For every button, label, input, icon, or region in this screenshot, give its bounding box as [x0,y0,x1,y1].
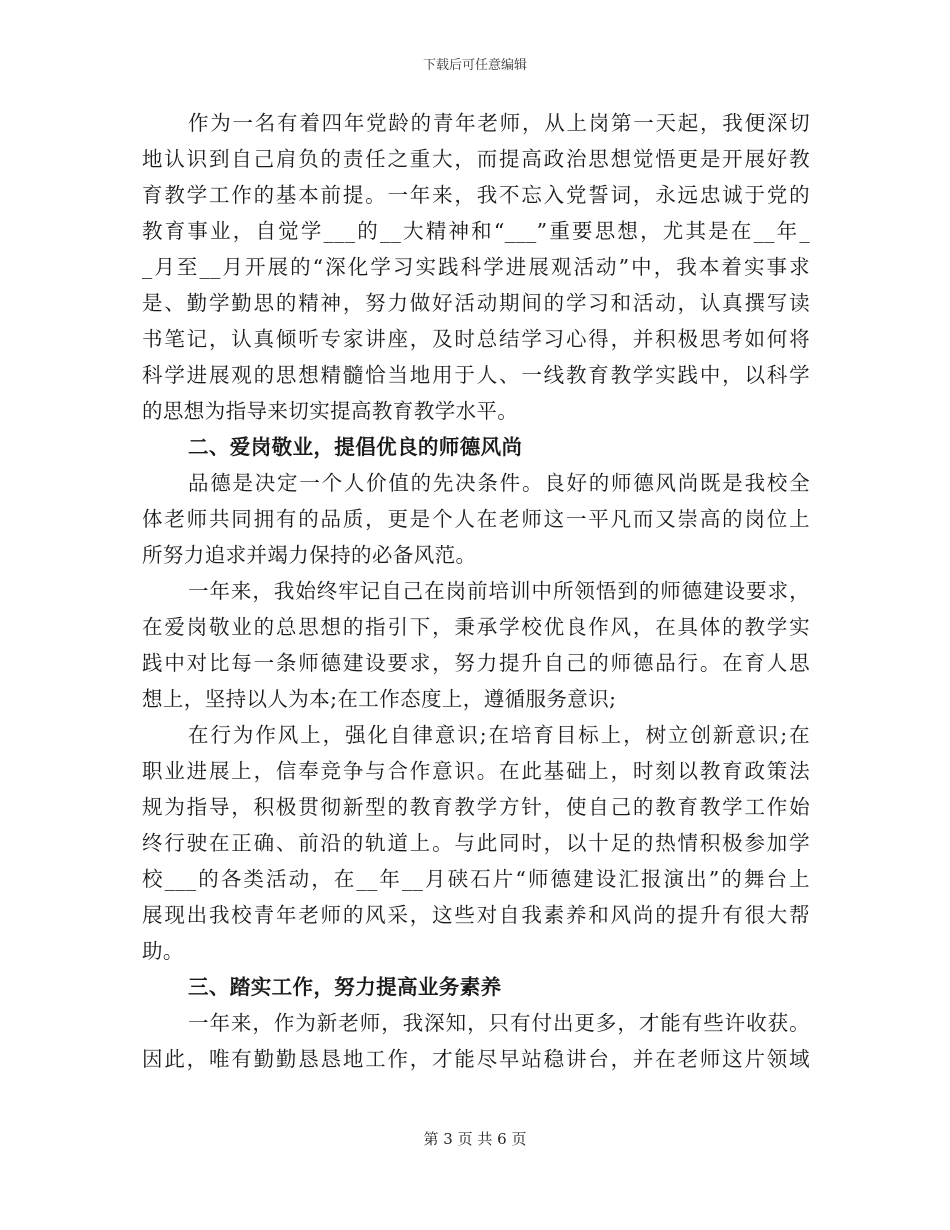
section-heading: 二、爱岗敬业，提倡优良的师德风尚 [188,435,523,459]
text-line: 展现出我校青年老师的风采，这些对自我素养和风尚的提升有很大帮 [142,903,810,927]
text-line: 助。 [142,939,184,963]
text-line: 一年来，作为新老师，我深知，只有付出更多，才能有些许收获。 [188,1011,810,1035]
text-line: 是、勤学勤思的精神，努力做好活动期间的学习和活动，认真撰写读 [142,291,810,315]
text-line: 育教学工作的基本前提。一年来，我不忘入党誓词，永远忠诚于党的 [142,183,810,207]
text-line: 因此，唯有勤勤恳恳地工作，才能尽早站稳讲台，并在老师这片领域 [142,1047,810,1071]
text-line: 想上，坚持以人为本;在工作态度上，遵循服务意识; [142,687,617,711]
section-heading: 三、踏实工作，努力提高业务素养 [188,975,502,999]
text-line: 作为一名有着四年党龄的青年老师，从上岗第一天起，我便深切 [188,111,810,135]
text-line: 所努力追求并竭力保持的必备风范。 [142,543,477,567]
page-footer: 第 3 页 共 6 页 [423,1130,527,1148]
text-line: 规为指导，积极贯彻新型的教育教学方针，使自己的教育教学工作始 [142,795,810,819]
text-line: 教育事业，自觉学___的__大精神和“___”重要思想，尤其是在__年_ [142,219,810,243]
text-line: 的思想为指导来切实提高教育教学水平。 [142,399,519,423]
text-line: 一年来，我始终牢记自己在岗前培训中所领悟到的师德建设要求， [188,579,810,603]
text-line: _月至__月开展的“深化学习实践科学进展观活动”中，我本着实事求 [142,255,810,279]
text-line: 践中对比每一条师德建设要求，努力提升自己的师德品行。在育人思 [142,651,810,675]
text-line: 职业进展上，信奉竞争与合作意识。在此基础上，时刻以教育政策法 [142,759,810,783]
text-line: 科学进展观的思想精髓恰当地用于人、一线教育教学实践中，以科学 [142,363,810,387]
page-header: 下载后可任意编辑 [422,58,527,73]
text-line: 地认识到自己肩负的责任之重大，而提高政治思想觉悟更是开展好教 [142,147,810,171]
text-line: 书笔记，认真倾听专家讲座，及时总结学习心得，并积极思考如何将 [142,327,810,351]
text-line: 在行为作风上，强化自律意识;在培育目标上，树立创新意识;在 [188,723,810,747]
text-line: 品德是决定一个人价值的先决条件。良好的师德风尚既是我校全 [188,471,810,495]
text-line: 终行驶在正确、前沿的轨道上。与此同时，以十足的热情积极参加学 [142,831,810,855]
document-body [142,105,810,1077]
text-line: 校___的各类活动，在__年__月硖石片“师德建设汇报演出”的舞台上 [142,867,810,891]
text-line: 体老师共同拥有的品质，更是个人在老师这一平凡而又崇高的岗位上 [142,507,810,531]
text-line: 在爱岗敬业的总思想的指引下，秉承学校优良作风，在具体的教学实 [142,615,810,639]
